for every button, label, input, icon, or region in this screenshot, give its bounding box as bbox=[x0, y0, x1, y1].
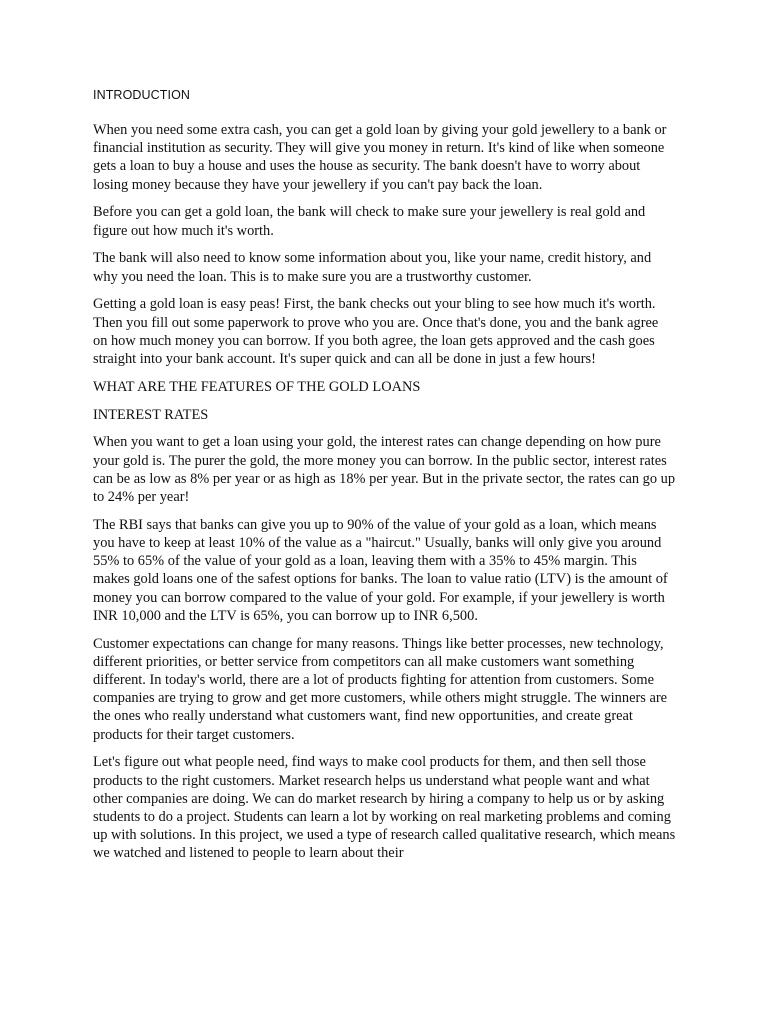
intro-paragraph-1: When you need some extra cash, you can get a gold loan by giving your gold jewellery to a bank or financial institution as security. They will give you money in return. It's kind of like when someone gets a loan to buy a house and uses the house as security. The bank doesn't have to worry about losing money because they have your jewellery if you can't pay back the loan. bbox=[93, 122, 667, 193]
features-heading: WHAT ARE THE FEATURES OF THE GOLD LOANS bbox=[93, 378, 421, 395]
intro-paragraph-4: Getting a gold loan is easy peas! First, the bank checks out your bling to see how much it's worth. Then you fill out some paperwork to prove who you are. Once that's done, you and the bank agree on how much money you can borrow. If you both agree, the loan gets approved and the cash goes straight into your bank account. It's super quick and can all be done in just a few hours! bbox=[93, 296, 659, 368]
intro-paragraph-3: The bank will also need to know some information about you, like your name, credit history, and why you need the loan. This is to make sure you are a trustworthy customer. bbox=[93, 250, 652, 285]
interest-paragraph-1: When you want to get a loan using your gold, the interest rates can change depending on how pure your gold is. The purer the gold, the more money you can borrow. In the public sector, interest rates can be as low as 8% per year or as high as 18% per year. But in the private sector, the rates can go up to 24% per year! bbox=[93, 434, 676, 506]
introduction-heading: INTRODUCTION bbox=[93, 88, 191, 102]
document-body bbox=[93, 121, 676, 872]
market-research-paragraph: Let's figure out what people need, find ways to make cool products for them, and then sell those products to the right customers. Market research helps us understand what people want and what other companies are doing. We can do market research by hiring a company to help us or by asking students to do a project. Students can learn a lot by working on real marketing problems and coming up with solutions. In this project, we used a type of research called qualitative research, which means we watched and listened to people to learn about their bbox=[93, 754, 676, 862]
customer-expectations-paragraph: Customer expectations can change for many reasons. Things like better processes, new technology, different priorities, or better service from competitors can all make customers want something different. In today's world, there are a lot of products fighting for attention from customers. Some companies are trying to grow and get more customers, while others might struggle. The winners are the ones who really understand what customers want, find new opportunities, and create great products for their target customers. bbox=[93, 635, 668, 743]
interest-rates-heading: INTEREST RATES bbox=[93, 406, 209, 423]
interest-paragraph-2: The RBI says that banks can give you up to 90% of the value of your gold as a loan, which means you have to keep at least 10% of the value as a "haircut." Usually, banks will only give you around 55% to 65% of the value of your gold as a loan, leaving them with a 35% to 45% margin. This makes gold loans one of the safest options for banks. The loan to value ratio (LTV) is the amount of money you can borrow compared to the value of your gold. For example, if your jewellery is worth INR 10,000 and the LTV is 65%, you can borrow up to INR 6,500. bbox=[93, 516, 668, 624]
intro-paragraph-2: Before you can get a gold loan, the bank will check to make sure your jewellery is real gold and figure out how much it's worth. bbox=[93, 204, 646, 239]
